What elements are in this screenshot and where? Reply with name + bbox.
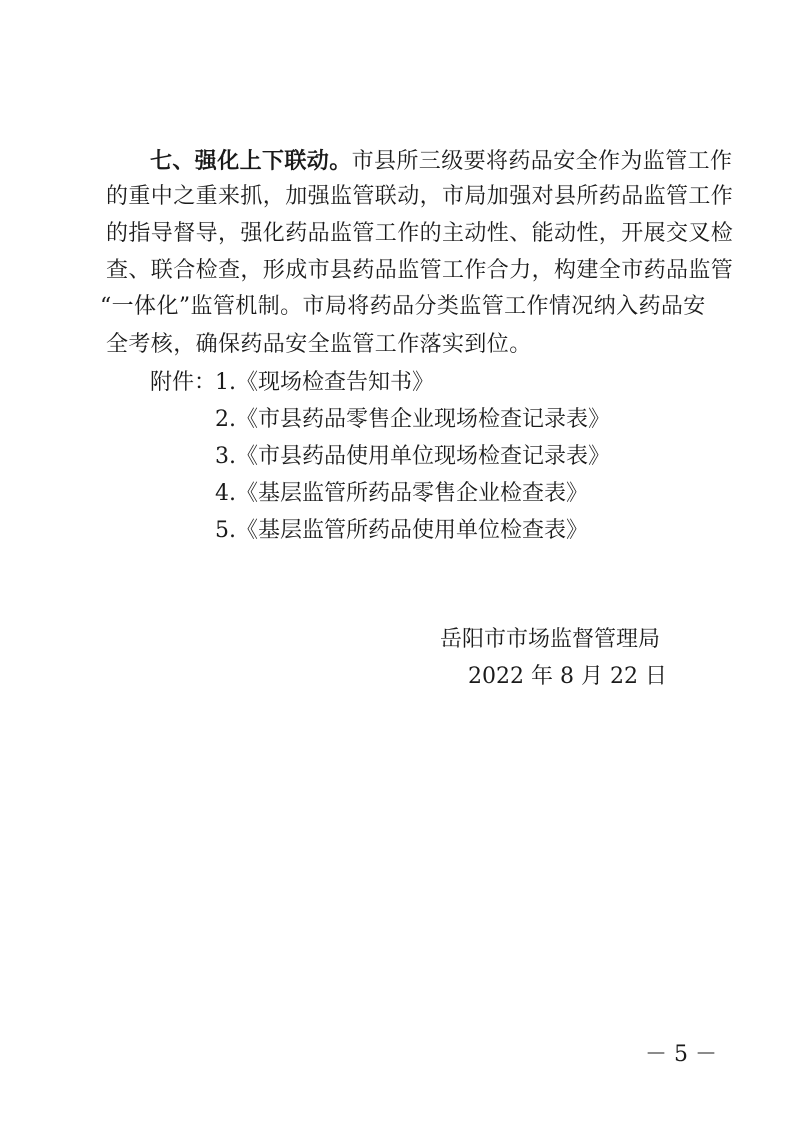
section-first-line-text: 市县所三级要将药品安全作为监管工作 [351,149,733,174]
section-first-line [150,147,750,177]
body-line: 的指导督导，强化药品监管工作的主动性、能动性，开展交叉检 [106,221,734,246]
section-heading: 七、强化上下联动。 [150,149,352,174]
page-number: － 5 － [645,1042,717,1067]
issuing-organization: 岳阳市市场监督管理局 [440,627,661,652]
body-line: 的重中之重来抓，加强监管联动，市局加强对县所药品监管工作 [106,184,734,209]
attachment-item: 1.《现场检查告知书》 [215,370,434,395]
attachments-label: 附件： [150,370,217,395]
attachment-item: 5.《基层监管所药品使用单位检查表》 [215,518,588,543]
attachment-item: 3.《市县药品使用单位现场检查记录表》 [215,444,610,469]
body-line: “一体化”监管机制。市局将药品分类监管工作情况纳入药品安 [100,294,706,319]
attachment-item: 4.《基层监管所药品零售企业检查表》 [215,481,588,506]
issue-date: 2022 年 8 月 22 日 [468,664,667,689]
body-line: 全考核，确保药品安全监管工作落实到位。 [106,332,532,357]
attachment-item: 2.《市县药品零售企业现场检查记录表》 [215,407,610,432]
body-line: 查、联合检查，形成市县药品监管工作合力，构建全市药品监管 [106,258,734,283]
